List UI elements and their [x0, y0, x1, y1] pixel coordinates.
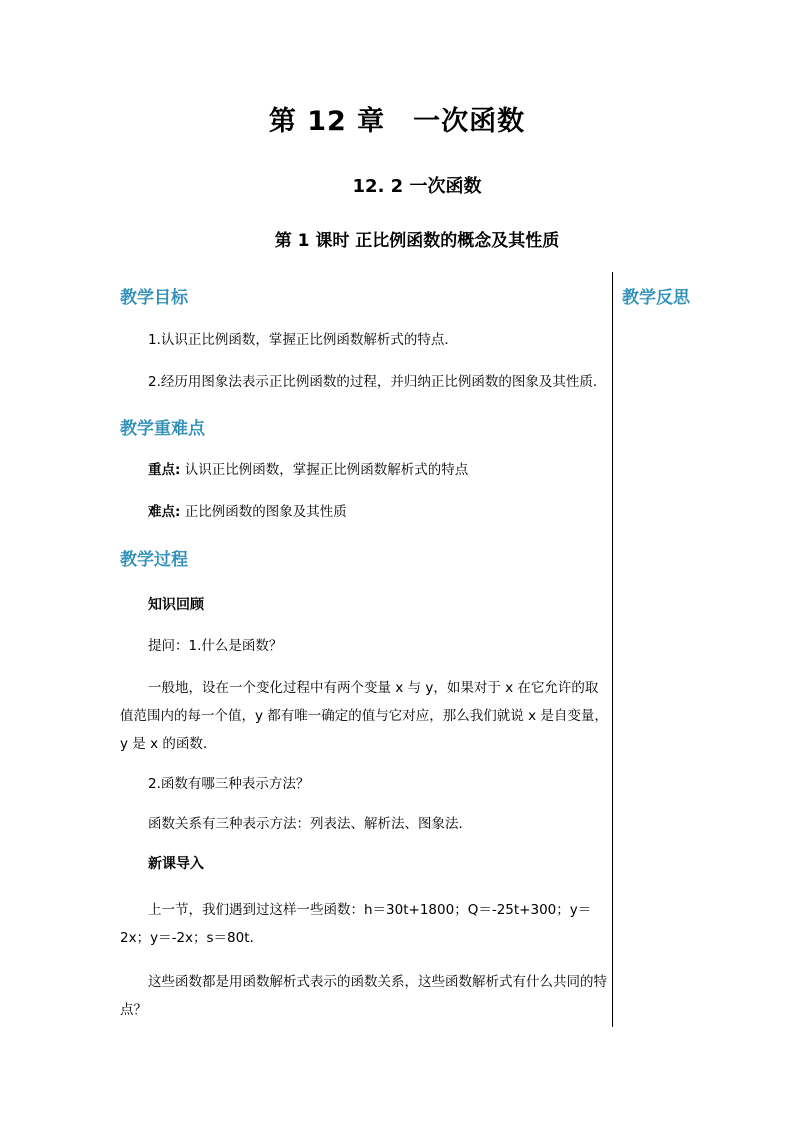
difficulty-label: 难点: — [148, 504, 181, 520]
difficulty-text: 正比例函数的图象及其性质 — [180, 504, 347, 520]
answer-2: 函数关系有三种表示方法：列表法、解析法、图象法. — [148, 816, 463, 832]
chapter-title: 第 12 章 一次函数 — [268, 106, 526, 137]
process-heading: 教学过程 — [120, 550, 188, 570]
intro-paragraph-1: 上一节，我们遇到过这样一些函数：h＝30t+1800；Q＝-25t+300；y＝2x；y＝-2x；s＝80t. — [120, 902, 592, 946]
key-points-heading: 教学重难点 — [120, 419, 205, 439]
answer-1: 一般地，设在一个变化过程中有两个变量 x 与 y，如果对于 x 在它允许的取值范围内的每一个值，y 都有唯一确定的值与它对应，那么我们就说 x 是自变量，y 是 x 的函数. — [120, 680, 608, 752]
focus-text: 认识正比例函数，掌握正比例函数解析式的特点 — [180, 462, 469, 478]
intro-heading: 新课导入 — [148, 856, 204, 872]
section-title: 12. 2 一次函数 — [352, 176, 482, 197]
lesson-title: 第 1 课时 正比例函数的概念及其性质 — [274, 231, 560, 251]
goals-heading: 教学目标 — [120, 288, 188, 308]
intro-paragraph-2: 这些函数都是用函数解析式表示的函数关系，这些函数解析式有什么共同的特点？ — [120, 974, 607, 1018]
question-2: 2.函数有哪三种表示方法？ — [148, 776, 310, 792]
goal-item-2: 2.经历用图象法表示正比例函数的过程，并归纳正比例函数的图象及其性质. — [148, 374, 598, 390]
review-heading: 知识回顾 — [148, 597, 204, 613]
focus-label: 重点: — [148, 462, 181, 478]
reflection-heading: 教学反思 — [622, 288, 690, 308]
goal-item-1: 1.认识正比例函数，掌握正比例函数解析式的特点. — [148, 332, 449, 348]
difficulty-line — [120, 498, 608, 526]
focus-line — [120, 456, 608, 484]
question-1: 提问：1.什么是函数？ — [148, 638, 283, 654]
